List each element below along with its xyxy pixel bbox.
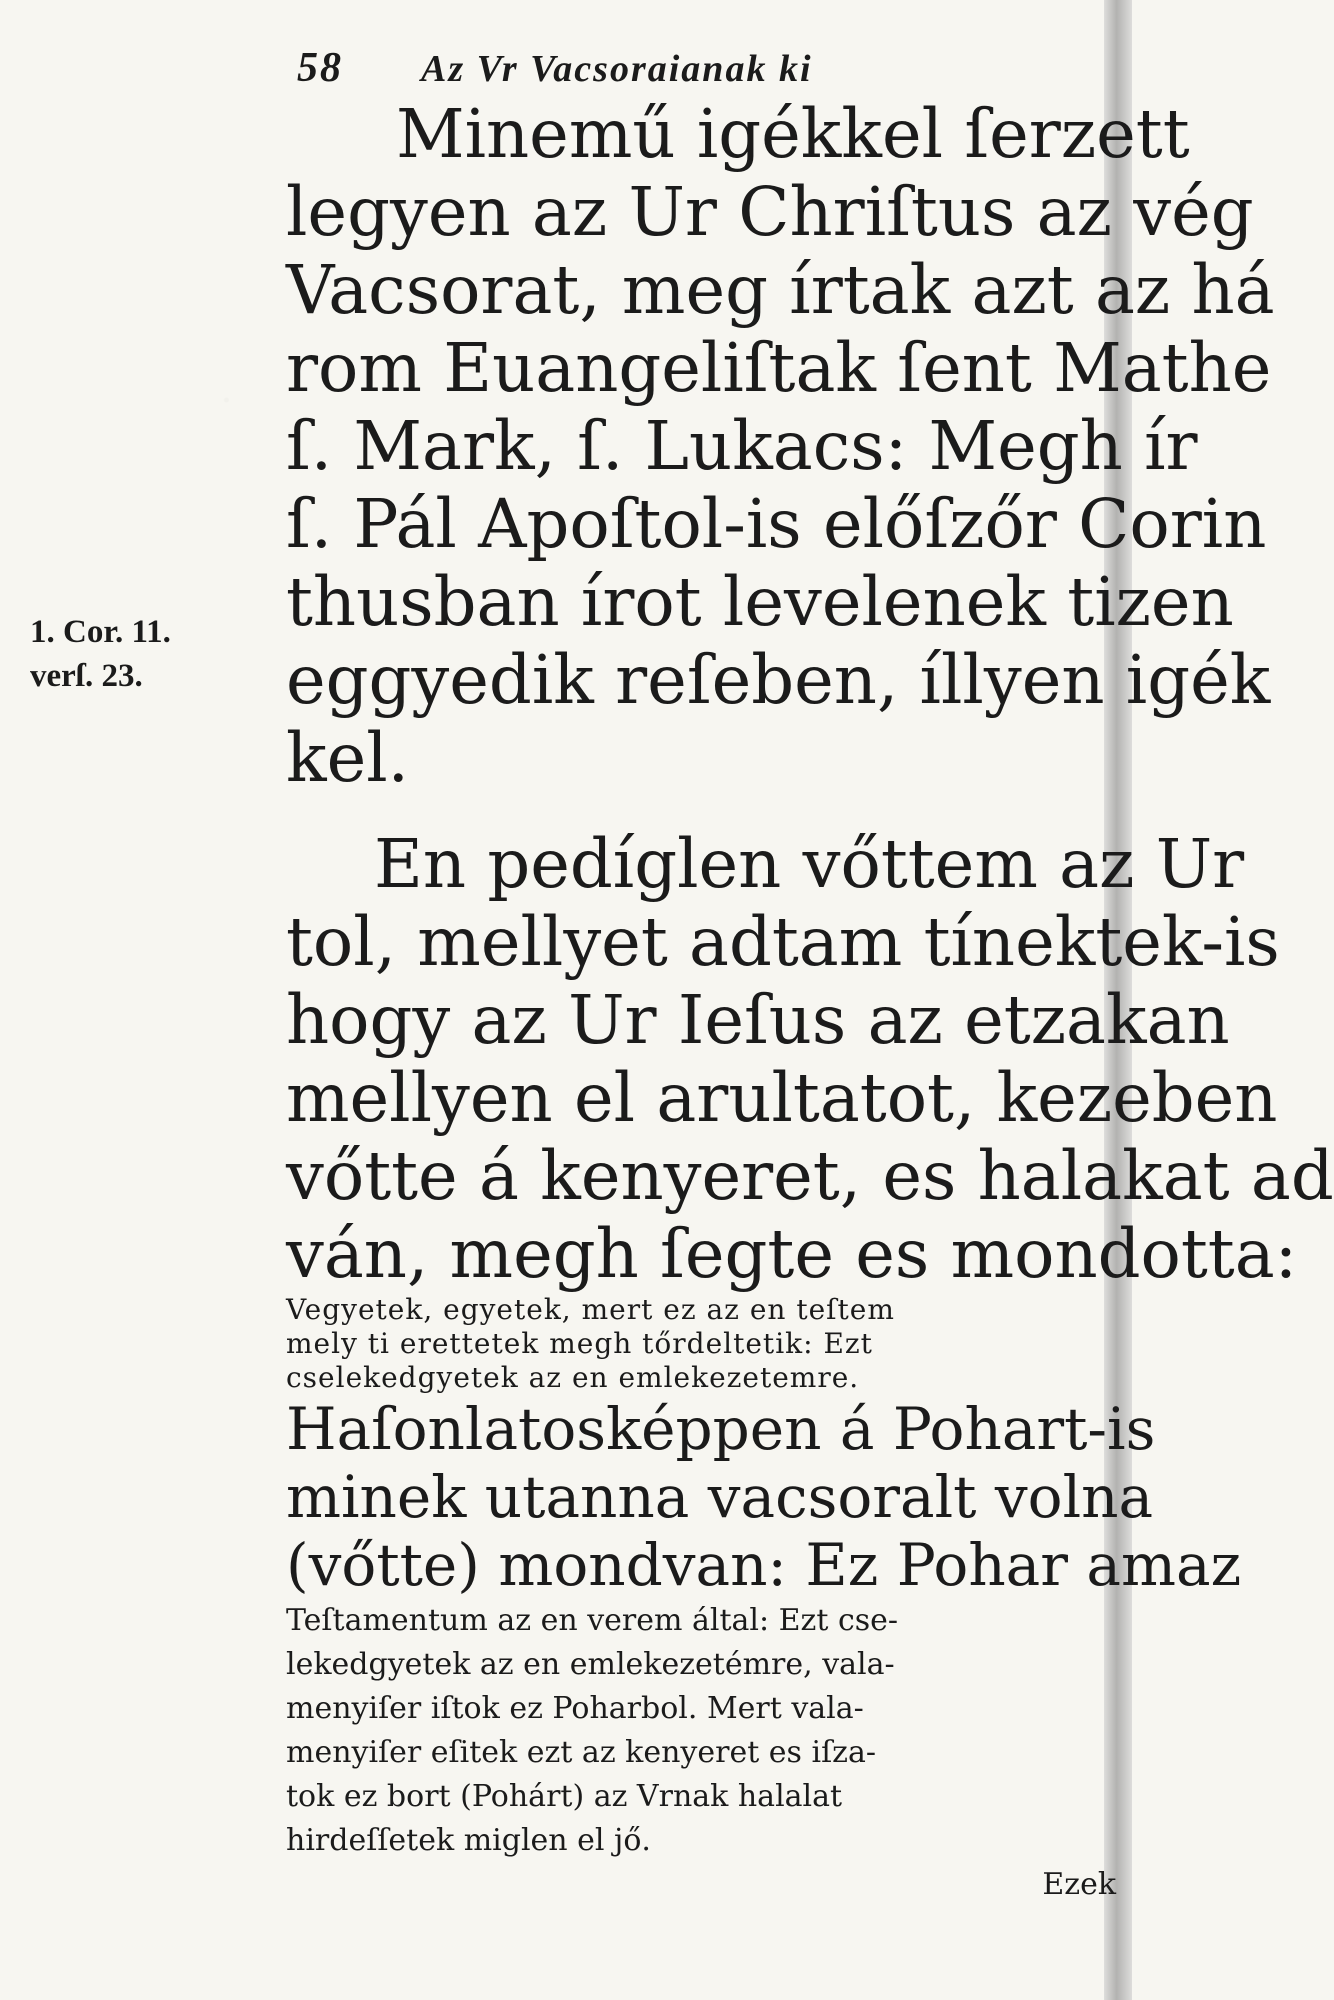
text-line: vőtte á kenyeret, es halakat ad — [286, 1137, 1334, 1215]
quoted-text-line: cselekedgyetek az en emlekezetemre. — [286, 1361, 860, 1394]
main-text-block — [286, 95, 1334, 1907]
text-line: ván, megh ſegte es mondotta: — [286, 1215, 1298, 1293]
page-number: 58 — [297, 45, 343, 91]
quoted-text-line: menyiſer eſitek ezt az kenyeret es iſza- — [286, 1735, 877, 1770]
margin-reference-line: 1. Cor. 11. — [30, 614, 171, 650]
running-title: Az Vr Vacsoraianak ki — [421, 48, 813, 90]
running-head — [297, 44, 813, 92]
catchword: Ezek — [1042, 1867, 1116, 1902]
text-line: Vacsorat, meg írtak azt az há — [286, 251, 1275, 329]
quoted-text-line: lekedgyetek az en emlekezetémre, vala- — [286, 1647, 895, 1682]
quoted-text-line: menyiſer iſtok ez Poharbol. Mert vala- — [286, 1691, 864, 1726]
quoted-text-line: Vegyetek, egyetek, mert ez az en teſtem — [286, 1293, 895, 1326]
text-line: minek utanna vacsoralt volna — [286, 1463, 1154, 1531]
quoted-text-line: Teſtamentum az en verem által: Ezt cse- — [286, 1603, 899, 1638]
text-line: thusban írot levelenek tizen — [286, 563, 1234, 641]
margin-reference-line: verſ. 23. — [30, 658, 143, 694]
text-line: ſ. Pál Apoſtol-is előſzőr Corin — [286, 485, 1267, 563]
quoted-text-line: hirdeſſetek miglen el jő. — [286, 1823, 651, 1858]
text-line: hogy az Ur Ieſus az etzakan — [286, 981, 1230, 1059]
text-line: En pedíglen vőttem az Ur — [374, 825, 1245, 903]
text-line: (vőtte) mondvan: Ez Pohar amaz — [286, 1531, 1242, 1599]
text-line: mellyen el arultatot, kezeben — [286, 1059, 1278, 1137]
text-line: tol, mellyet adtam tínektek-is — [286, 903, 1280, 981]
text-line: rom Euangeliſtak ſent Mathe — [286, 329, 1272, 407]
quoted-text-line: tok ez bort (Pohárt) az Vrnak halalat — [286, 1779, 843, 1814]
text-line: legyen az Ur Chriſtus az vég — [286, 173, 1254, 251]
paragraph-gap — [286, 797, 1126, 825]
text-line: ſ. Mark, ſ. Lukacs: Megh ír — [286, 407, 1198, 485]
margin-reference — [30, 610, 240, 698]
text-line: eggyedik reſeben, íllyen igék — [286, 641, 1271, 719]
quoted-text-line: mely ti erettetek megh tőrdeltetik: Ezt — [286, 1327, 873, 1360]
text-line: Haſonlatosképpen á Pohart-is — [286, 1395, 1156, 1463]
text-line: kel. — [286, 719, 409, 797]
text-line: Minemű igékkel ſerzett — [396, 95, 1190, 173]
